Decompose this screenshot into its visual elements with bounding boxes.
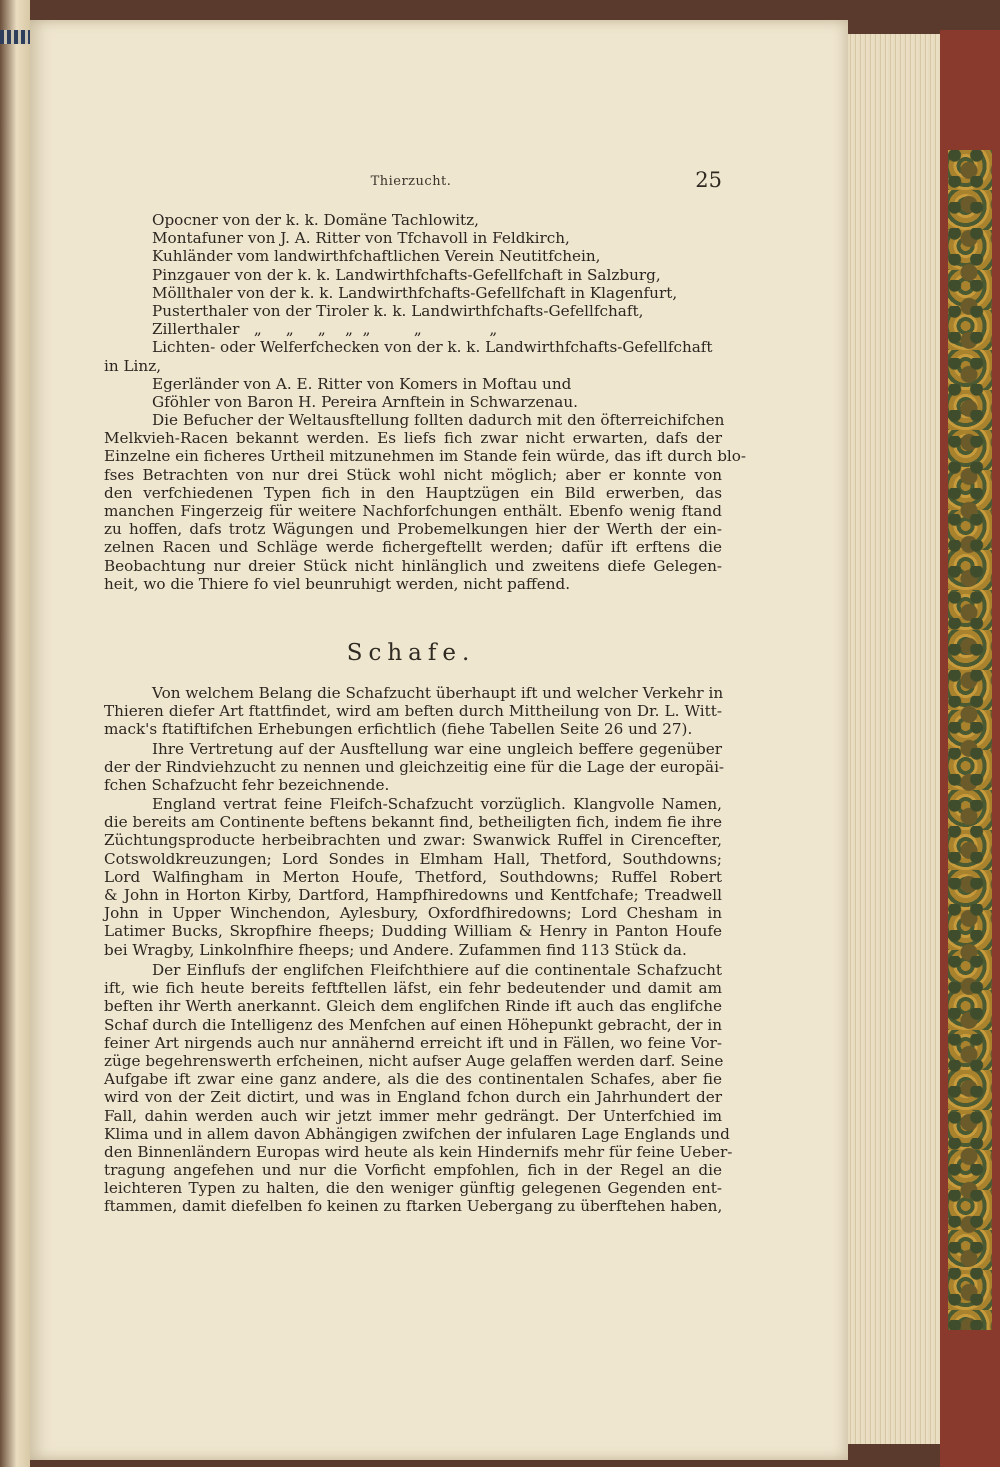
text-line: heit, wo die Thiere fo viel beunruhigt werden, nicht paffend. <box>104 574 571 593</box>
text-line: Ihre Vertretung auf der Ausftellung war eine ungleich beffere gegenüber <box>152 740 722 758</box>
text-line: England vertrat feine Fleifch-Schafzucht vorzüglich. Klangvolle Namen, <box>152 795 722 813</box>
text-line: der der Rindviehzucht zu nennen und gleichzeitig eine für die Lage der europäi- <box>104 758 725 777</box>
text-line: fses Betrachten von nur drei Stück wohl nicht möglich; aber er konnte von <box>104 465 722 484</box>
spine-binding <box>0 30 30 44</box>
list-item: Zillerthaler „ „ „ „ „ „ „ <box>152 320 498 339</box>
paragraph <box>104 961 733 1216</box>
text-line: den verfchiedenen Typen fich in den Hauptzügen ein Bild erwerben, das <box>104 483 722 502</box>
text-line: züge begehrenswerth erfcheinen, nicht aufser Auge gelaffen werden darf. Seine <box>104 1051 724 1070</box>
list-item: Kuhländer vom landwirthfchaftlichen Verein Neutitfchein, <box>152 247 601 266</box>
text-line: zelnen Racen und Schläge werde fichergeftellt werden; dafür ift erftens die <box>104 538 722 557</box>
list-item: Pusterthaler von der Tiroler k. k. Landwirthfchafts-Gefellfchaft, <box>152 301 644 320</box>
paragraph <box>104 740 725 795</box>
text-line: Melkvieh-Racen bekannt werden. Es liefs fich zwar nicht erwarten, dafs der <box>104 429 722 448</box>
text-line: Von welchem Belang die Schafzucht überhaupt ift und welcher Verkehr in <box>152 684 724 702</box>
page-number: 25 <box>695 168 722 192</box>
text-line: Fall, dahin werden auch wir jetzt immer mehr gedrängt. Der Unterfchied im <box>104 1106 722 1125</box>
list-item: Opocner von der k. k. Domäne Tachlowitz, <box>152 211 479 229</box>
running-head: Thierzucht. <box>370 174 452 189</box>
list-item: Lichten- oder Welferfchecken von der k. k. Landwirthfchafts-Gefellfchaft <box>152 338 713 357</box>
text-line: Latimer Bucks, Skropfhire fheeps; Dudding William & Henry in Panton Houfe <box>104 922 722 941</box>
section-title: Schafe. <box>346 640 476 666</box>
exhibitor-list <box>104 211 722 411</box>
list-item: Pinzgauer von der k. k. Landwirthfchafts-Gefellfchaft in Salzburg, <box>152 265 661 284</box>
text-line: Beobachtung nur dreier Stück nicht hinlänglich und zweitens diefe Gelegen- <box>104 556 722 575</box>
text-line: & John in Horton Kirby, Dartford, Hampfhiredowns und Kentfchafe; Treadwell <box>104 885 722 904</box>
list-item: Egerländer von A. E. Ritter von Komers in Moftau und <box>152 374 572 393</box>
list-item: Montafuner von J. A. Ritter von Tfchavoll in Feldkirch, <box>152 229 570 248</box>
text-line: feiner Art nirgends auch nur annähernd erreicht ift und in Fällen, wo feine Vor- <box>104 1033 722 1052</box>
text-line: fchen Schafzucht fehr bezeichnende. <box>104 776 390 795</box>
list-item: Möllthaler von der k. k. Landwirthfchafts-Gefellfchaft in Klagenfurt, <box>152 283 678 302</box>
marbled-edge <box>948 150 992 1330</box>
list-item: in Linz, <box>104 356 162 375</box>
text-line: John in Upper Winchendon, Aylesbury, Oxfordfhiredowns; Lord Chesham in <box>104 904 722 923</box>
text-line: Einzelne ein ficheres Urtheil mitzunehmen im Stande fein würde, das ift durch blo- <box>104 447 747 466</box>
text-line: leichteren Typen zu halten, die den weniger günftig gelegenen Gegenden ent- <box>104 1179 722 1198</box>
list-item: Gföhler von Baron H. Pereira Arnftein in Schwarzenau. <box>152 392 578 411</box>
text-line: die bereits am Continente beftens bekannt find, betheiligten fich, indem fie ihre <box>104 813 722 832</box>
text-line: Lord Walfingham in Merton Houfe, Thetford, Southdowns; Ruffel Robert <box>104 867 722 886</box>
text-line: Cotswoldkreuzungen; Lord Sondes in Elmham Hall, Thetford, Southdowns; <box>104 849 722 868</box>
text-line: mack's ftatiftifchen Erhebungen erfichtlich (fiehe Tabellen Seite 26 und 27). <box>104 720 693 739</box>
page-stack-edge <box>848 34 940 1444</box>
paragraph <box>104 795 722 959</box>
text-line: Thieren diefer Art ftattfindet, wird am beften durch Mittheilung von Dr. L. Witt- <box>104 702 722 721</box>
text-line: Schaf durch die Intelligenz des Menfchen auf einen Höhepunkt gebracht, der in <box>104 1015 722 1034</box>
text-line: Aufgabe ift zwar eine ganz andere, als die des continentalen Schafes, aber fie <box>104 1070 722 1089</box>
paragraph <box>104 684 722 739</box>
text-line: bei Wragby, Linkolnfhire fheeps; und Andere. Zufammen find 113 Stück da. <box>104 940 687 959</box>
text-line: Die Befucher der Weltausftellung follten dadurch mit den öfterreichifchen <box>152 411 725 429</box>
paragraph <box>104 411 747 593</box>
text-line: ftammen, damit diefelben fo keinen zu ftarken Uebergang zu überftehen haben, <box>104 1197 723 1216</box>
text-line: Klima und in allem davon Abhängigen zwifchen der infularen Lage Englands und <box>104 1124 730 1143</box>
text-line: Züchtungsproducte herbeibrachten und zwar: Swanwick Ruffel in Cirencefter, <box>104 831 722 850</box>
text-line: den Binnenländern Europas wird heute als kein Hindernifs mehr für feine Ueber- <box>104 1142 733 1161</box>
text-line: tragung angefehen und nur die Vorficht empfohlen, fich in der Regel an die <box>104 1161 722 1180</box>
text-line: ift, wie fich heute bereits feftftellen läfst, ein fehr bedeutender und damit am <box>104 979 722 998</box>
page-header <box>100 170 722 194</box>
left-page-edge <box>0 0 30 1467</box>
text-line: wird von der Zeit dictirt, und was in England fchon durch ein Jahrhundert der <box>104 1088 722 1107</box>
text-line: Der Einflufs der englifchen Fleifchthiere auf die continentale Schafzucht <box>152 961 722 979</box>
text-line: beften ihr Werth anerkannt. Gleich dem englifchen Rinde ift auch das englifche <box>104 997 722 1016</box>
text-line: manchen Fingerzeig für weitere Nachforfchungen enthält. Ebenfo wenig ftand <box>104 501 722 520</box>
text-line: zu hoffen, dafs trotz Wägungen und Probemelkungen hier der Werth der ein- <box>104 520 722 539</box>
